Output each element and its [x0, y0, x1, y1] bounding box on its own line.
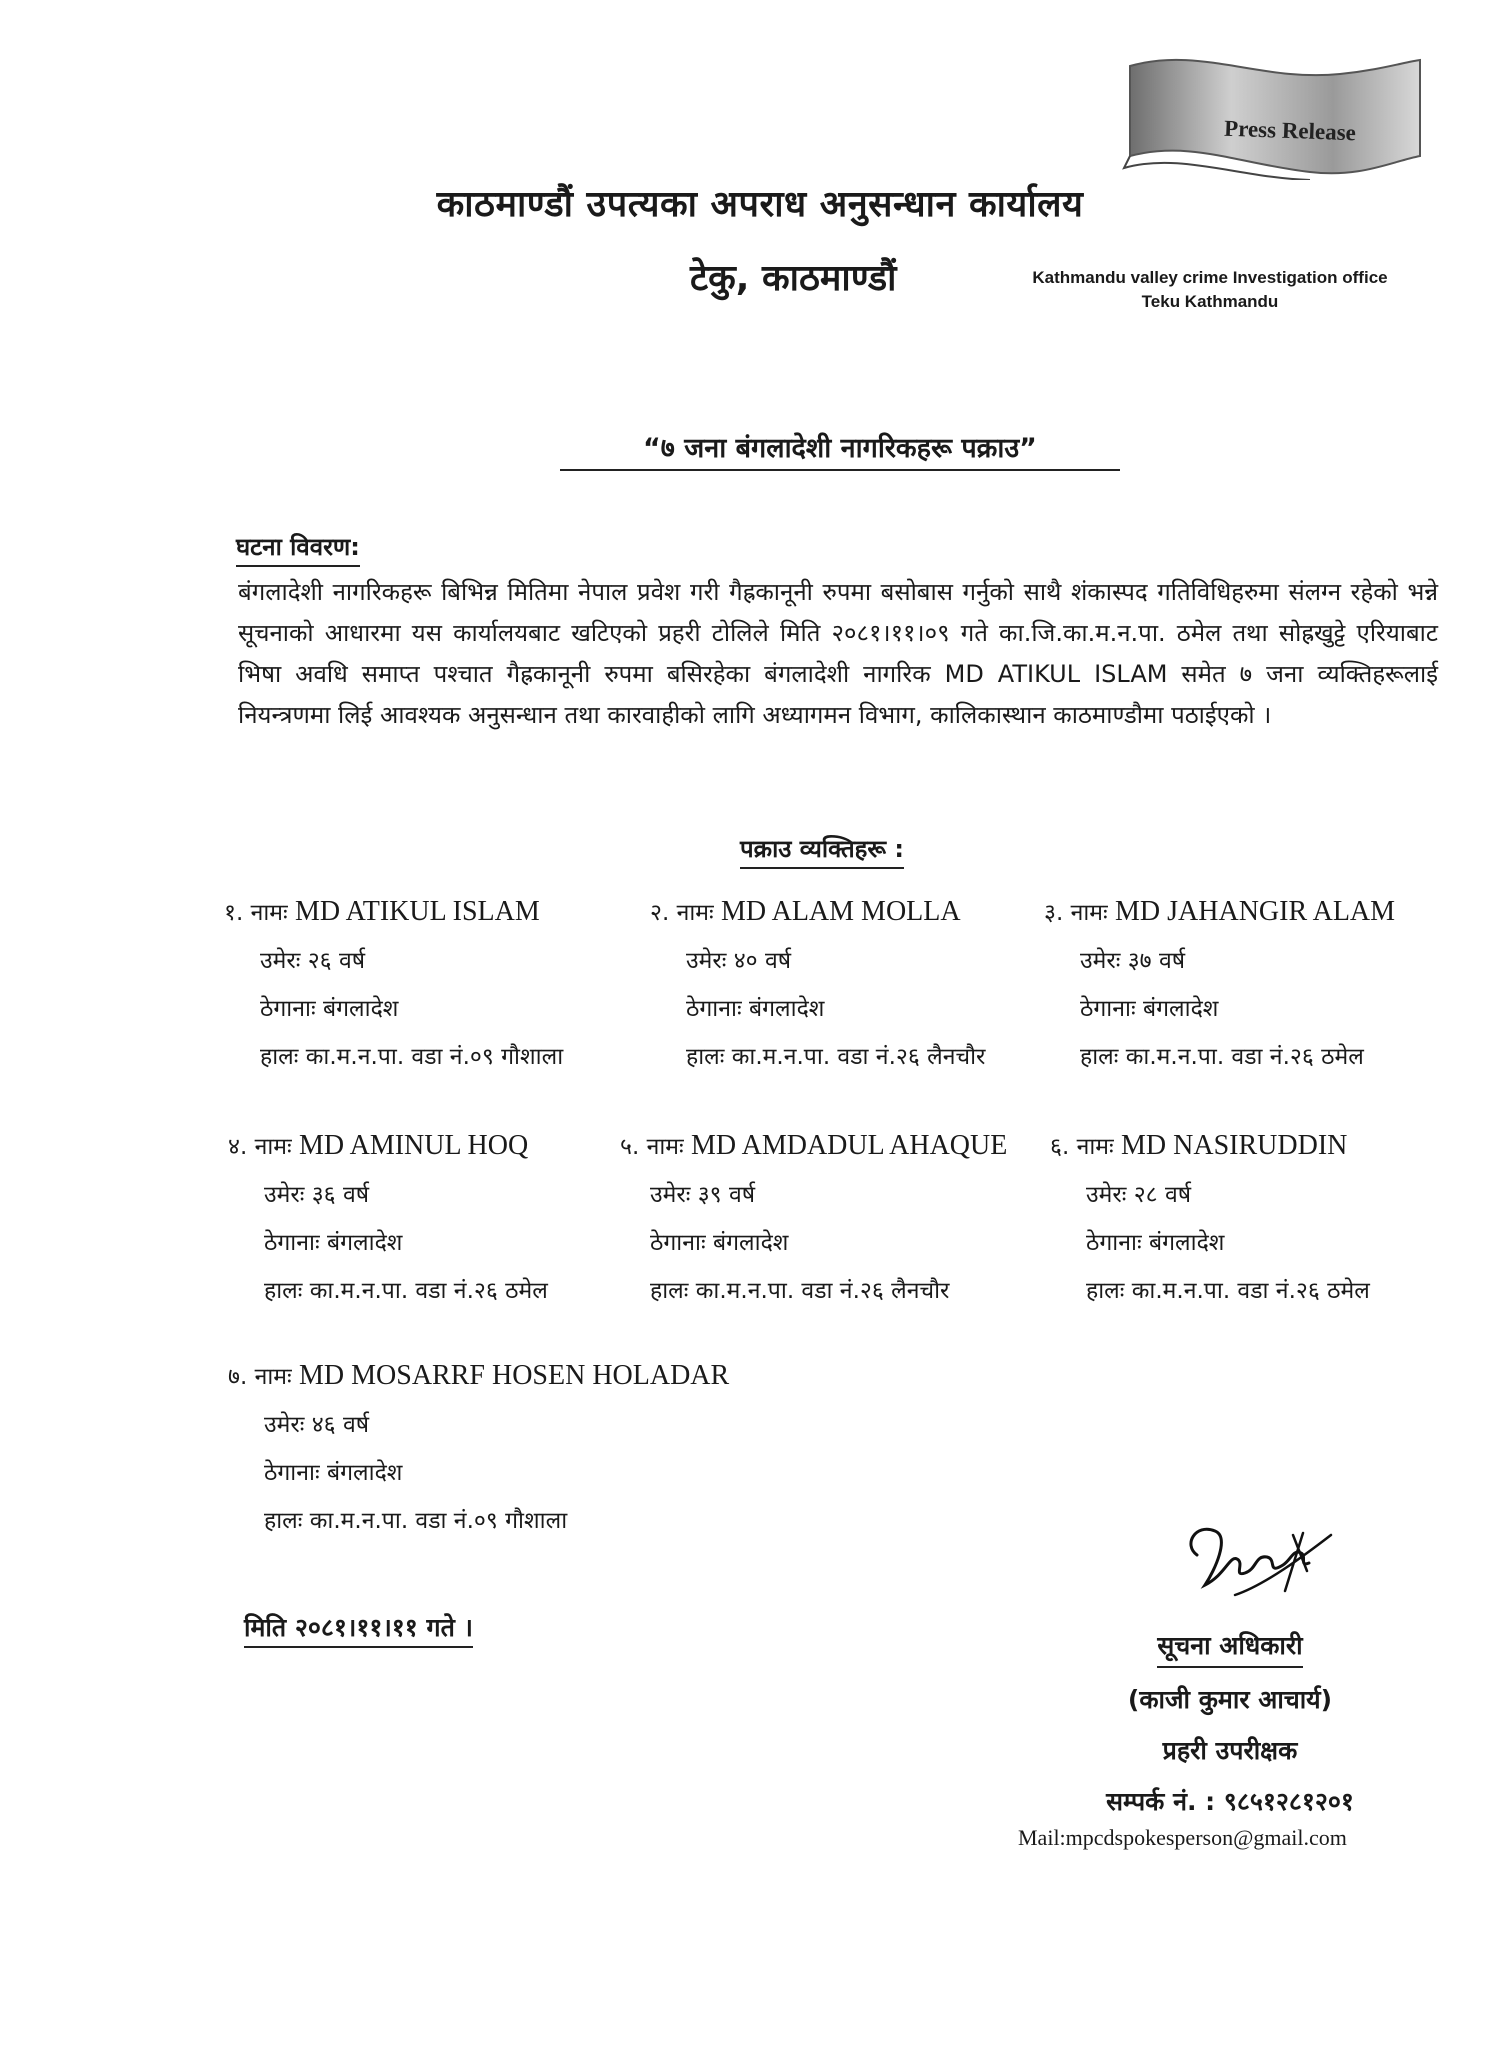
person-age: उमेरः २६ वर्ष	[260, 948, 366, 974]
person-name: MD ATIKUL ISLAM	[295, 896, 540, 927]
person-age: उमेरः ३७ वर्ष	[1080, 948, 1186, 974]
person-number: ७. नामः	[228, 1364, 292, 1390]
office-location-en: Teku Kathmandu	[1141, 292, 1279, 311]
incident-description: बंगलादेशी नागरिकहरू बिभिन्न मितिमा नेपाल प्रवेश गरी गैह्रकानूनी रुपमा बसोबास गर्नुको साथै शंकास्पद गतिविधिहरुमा संलग्न रहेको भन्ने सूचनाको आधारमा यस कार्यालयबाट खटिएको प्रहरी टोलिले मिति २०८१।११।०९ गते का.जि.का.म.न.पा. ठमेल तथा सोह्रखुट्टे एरियाबाट भिषा अवधि समाप्त पश्चात गैह्रकानूनी रुपमा बसिरहेका बंगलादेशी नागरिक MD ATIKUL ISLAM समेत ७ जना व्यक्तिहरूलाई नियन्त्रणमा लिई आवश्यक अनुसन्धान तथा कारवाहीको लागि अध्यागमन विभाग, कालिकास्थान काठमाण्डौमा पठाईएको ।	[238, 578, 1438, 729]
person-name-line	[1044, 888, 1395, 937]
person-name-line	[228, 1352, 729, 1401]
person-current-address: हालः का.म.न.पा. वडा नं.२६ लैनचौर	[686, 1044, 986, 1070]
signature-scribble	[1175, 1515, 1335, 1625]
signatory-block	[1040, 1620, 1420, 1827]
person-number: २. नामः	[650, 900, 714, 926]
person-name: MD AMINUL HOQ	[299, 1130, 529, 1161]
office-title-en: Kathmandu valley crime Investigation office	[1032, 268, 1388, 287]
person-name-line	[224, 888, 563, 937]
person-3	[1044, 888, 1395, 1081]
person-4	[228, 1122, 548, 1315]
person-address: ठेगानाः बंगलादेश	[1086, 1230, 1225, 1256]
person-age: उमेरः ३६ वर्ष	[264, 1182, 370, 1208]
signatory-rank: प्रहरी उपरीक्षक	[1162, 1736, 1298, 1765]
office-location: टेकु, काठमाण्डौं	[690, 258, 897, 299]
person-number: ४. नामः	[228, 1134, 292, 1160]
office-title-english	[990, 266, 1430, 314]
person-current-address: हालः का.म.न.पा. वडा नं.२६ ठमेल	[1086, 1278, 1370, 1304]
person-address: ठेगानाः बंगलादेश	[264, 1460, 403, 1486]
signatory-name: (काजी कुमार आचार्य)	[1127, 1685, 1333, 1714]
person-name-line	[650, 888, 985, 937]
person-name: MD MOSARRF HOSEN HOLADAR	[299, 1360, 730, 1391]
person-name: MD ALAM MOLLA	[721, 896, 961, 927]
person-1	[224, 888, 563, 1081]
person-5	[620, 1122, 1007, 1315]
person-address: ठेगानाः बंगलादेश	[686, 996, 825, 1022]
person-current-address: हालः का.म.न.पा. वडा नं.०९ गौशाला	[260, 1044, 564, 1070]
signatory-title: सूचना अधिकारी	[1157, 1626, 1302, 1668]
person-age: उमेरः ४६ वर्ष	[264, 1412, 370, 1438]
person-number: १. नामः	[224, 900, 288, 926]
person-current-address: हालः का.म.न.पा. वडा नं.२६ ठमेल	[1080, 1044, 1364, 1070]
person-7	[228, 1352, 729, 1545]
person-age: उमेरः ३९ वर्ष	[650, 1182, 756, 1208]
person-current-address: हालः का.म.न.पा. वडा नं.२६ लैनचौर	[650, 1278, 950, 1304]
person-age: उमेरः ४० वर्ष	[686, 948, 792, 974]
person-address: ठेगानाः बंगलादेश	[650, 1230, 789, 1256]
person-current-address: हालः का.म.न.पा. वडा नं.२६ ठमेल	[264, 1278, 548, 1304]
person-age: उमेरः २८ वर्ष	[1086, 1182, 1192, 1208]
person-address: ठेगानाः बंगलादेश	[264, 1230, 403, 1256]
person-name-line	[620, 1122, 1007, 1171]
incident-label: घटना विवरण:	[236, 530, 360, 567]
arrested-persons-label: पक्राउ व्यक्तिहरू :	[740, 832, 904, 869]
release-heading: “७ जना बंगलादेशी नागरिकहरू पक्राउ”	[560, 428, 1120, 471]
person-name-line	[228, 1122, 548, 1171]
person-number: ५. नामः	[620, 1134, 684, 1160]
person-name: MD JAHANGIR ALAM	[1115, 896, 1396, 927]
person-number: ३. नामः	[1044, 900, 1108, 926]
press-release-ribbon	[1120, 52, 1428, 180]
contact-email: Mail:mpcdspokesperson@gmail.com	[1018, 1825, 1347, 1850]
person-name: MD AMDADUL AHAQUE	[691, 1130, 1008, 1161]
person-2	[650, 888, 985, 1081]
person-address: ठेगानाः बंगलादेश	[1080, 996, 1219, 1022]
press-release-label: Press Release	[1223, 115, 1357, 146]
person-name: MD NASIRUDDIN	[1121, 1130, 1348, 1161]
release-date: मिति २०८१।११।११ गते ।	[244, 1610, 473, 1648]
person-name-line	[1050, 1122, 1370, 1171]
office-title: काठमाण्डौं उपत्यका अपराध अनुसन्धान कार्यालय	[436, 184, 1084, 225]
person-number: ६. नामः	[1050, 1134, 1114, 1160]
person-current-address: हालः का.म.न.पा. वडा नं.०९ गौशाला	[264, 1508, 568, 1534]
person-address: ठेगानाः बंगलादेश	[260, 996, 399, 1022]
person-6	[1050, 1122, 1370, 1315]
signatory-contact: सम्पर्क नं. : ९८५१२८१२०१	[1106, 1787, 1354, 1816]
